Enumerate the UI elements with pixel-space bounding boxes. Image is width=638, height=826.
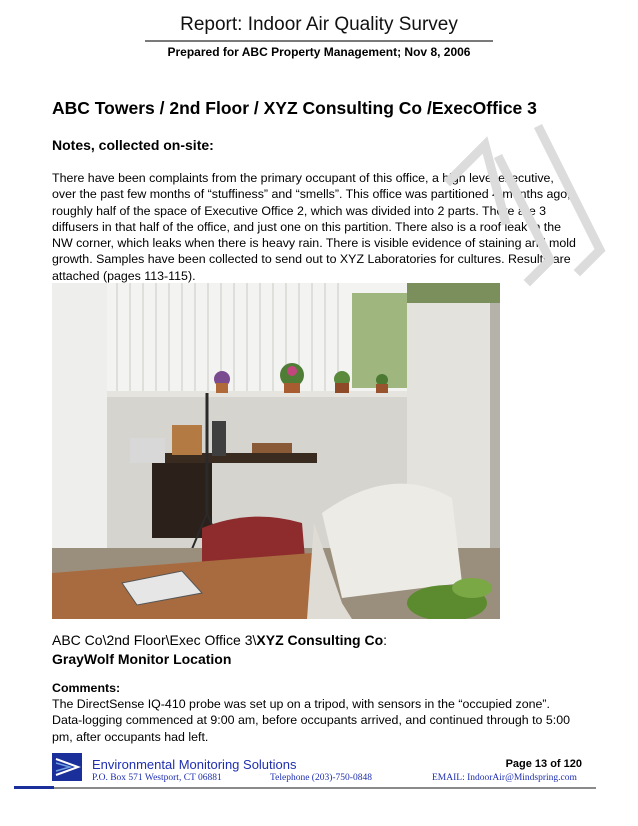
notes-line: attached (pages 113-115). bbox=[52, 268, 196, 283]
caption-company: XYZ Consulting Co bbox=[256, 632, 384, 648]
footer-email: EMAIL: IndoorAir@Mindspring.com bbox=[432, 773, 577, 783]
office-photo-illustration bbox=[52, 283, 500, 619]
notes-line: roughly half of the space of Executive Office 2, which was divided into 2 parts. There are 3 bbox=[52, 203, 547, 218]
notes-line: There have been complaints from the primary occupant of this office, a high level executive, bbox=[52, 171, 554, 185]
notes-heading: Notes, collected on-site: bbox=[52, 137, 214, 153]
caption-path: ABC Co\2nd Floor\Exec Office 3\ bbox=[52, 632, 257, 648]
caption-suffix: : bbox=[383, 632, 388, 648]
notes-line: over the past few months of “stuffiness” and “smells”. This office was partitioned 4 months ago, bbox=[52, 187, 571, 202]
footer-address: P.O. Box 571 Westport, CT 06881 bbox=[92, 773, 222, 783]
notes-body bbox=[52, 170, 592, 284]
footer-telephone: Telephone (203)-750-0848 bbox=[270, 773, 372, 783]
comments-heading: Comments: bbox=[52, 681, 121, 695]
footer-accent-rule bbox=[14, 786, 54, 789]
comments-body bbox=[52, 696, 592, 745]
company-logo-icon bbox=[52, 753, 82, 781]
office-photo bbox=[52, 283, 500, 619]
comments-line: pm, after occupants had left. bbox=[52, 729, 209, 744]
report-subtitle: Prepared for ABC Property Management; Nov 8, 2006 bbox=[167, 45, 471, 59]
notes-line: growth. Samples have been collected to send out to XYZ Laboratories for cultures. Results are bbox=[52, 252, 571, 267]
header-divider bbox=[145, 40, 493, 42]
notes-line: diffusers in that half of the office, and just one on this partition. There also is a roof leak in the bbox=[52, 219, 562, 234]
comments-line: The DirectSense IQ-410 probe was set up on a tripod, with sensors in the “occupied zone”. bbox=[52, 697, 550, 711]
notes-line: NW corner, which leaks when there is heavy rain. There is visible evidence of staining and mold bbox=[52, 236, 576, 251]
page-number: Page 13 of 120 bbox=[505, 758, 582, 770]
photo-caption-title: GrayWolf Monitor Location bbox=[52, 651, 232, 667]
footer-organization: Environmental Monitoring Solutions bbox=[92, 757, 297, 772]
photo-caption-path bbox=[52, 632, 387, 648]
comments-line: Data-logging commenced at 9:00 am, before occupants arrived, and continued through to 5:00 bbox=[52, 713, 570, 728]
report-title: Report: Indoor Air Quality Survey bbox=[180, 14, 458, 35]
location-title: ABC Towers / 2nd Floor / XYZ Consulting Co /ExecOffice 3 bbox=[52, 98, 537, 118]
footer-rule bbox=[54, 787, 596, 789]
